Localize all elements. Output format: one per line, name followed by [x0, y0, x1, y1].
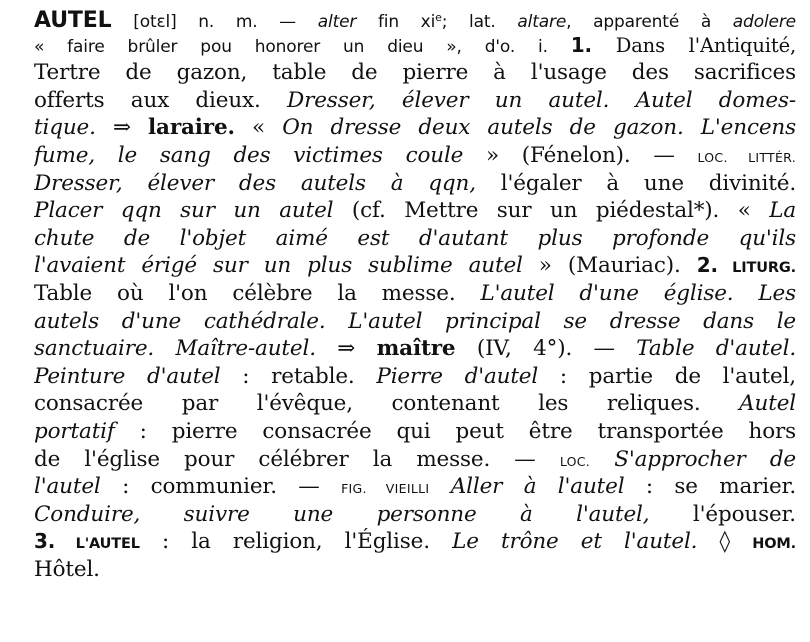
entry-text-segment: chute de l'objet aimé est d'autant plus profonde qu'ils — [34, 225, 796, 251]
entry-text-segment: S'approcher de — [614, 446, 796, 472]
entry-line — [34, 556, 796, 584]
entry-line — [34, 335, 796, 363]
entry-text-segment: Peinture d'autel — [34, 363, 221, 389]
entry-text-segment: On dresse deux autels de gazon. L'encens — [282, 115, 796, 141]
entry-text-segment — [590, 447, 614, 472]
entry-text-segment: Placer qqn sur un autel — [34, 198, 334, 224]
entry-text-segment: « — [234, 115, 283, 141]
entry-text-segment: » (Fénelon). — — [463, 142, 698, 168]
entry-text-segment: maître — [376, 336, 456, 362]
entry-text-segment: : retable. — [220, 363, 377, 389]
entry-line — [34, 197, 796, 225]
entry-text-segment: Dans l'Antiquité, — [591, 33, 796, 57]
entry-text-segment: : communier. — — [100, 474, 342, 500]
entry-text-segment: Conduire, suivre une personne à l'autel, — [34, 501, 650, 527]
entry-line — [34, 87, 796, 115]
entry-text-segment: xi — [420, 12, 436, 32]
entry-text-segment: e — [435, 11, 442, 24]
entry-line — [34, 363, 796, 391]
entry-text-segment: LOC. LITTÉR. — [697, 149, 796, 165]
entry-line — [34, 528, 796, 556]
entry-text-segment: offerts aux dieux. — [34, 87, 288, 113]
entry-text-segment: Table d'autel. — [636, 336, 796, 362]
entry-text-segment: : la religion, l'Église. — [139, 529, 453, 555]
entry-text-segment: portatif — [34, 418, 115, 444]
entry-text-segment: l'avaient érigé sur un plus sublime autel — [34, 253, 523, 279]
entry-text-segment — [429, 474, 450, 499]
entry-text-segment: L'AUTEL — [55, 536, 140, 553]
entry-text-segment: laraire. — [148, 115, 235, 141]
entry-text-segment: [otɛl] n. m. — — [111, 12, 318, 32]
entry-text-segment: ⇒ — [315, 336, 377, 362]
entry-line — [34, 142, 796, 170]
entry-line — [34, 390, 796, 418]
entry-text-segment: Autel — [739, 391, 796, 417]
entry-line — [34, 59, 796, 87]
entry-text-segment: altare — [517, 12, 567, 32]
entry-text-segment: alter — [317, 12, 357, 32]
entry-line — [34, 114, 796, 142]
entry-text-segment: Hôtel. — [34, 556, 100, 582]
entry-text-segment: (cf. Mettre sur un piédestal*). « — [333, 198, 770, 224]
entry-line — [34, 473, 796, 501]
entry-text-segment: : partie de l'autel, — [538, 363, 796, 389]
entry-text-segment: HOM. — [752, 536, 796, 553]
entry-text-segment: (IV, 4°). — — [455, 336, 637, 362]
entry-text-segment: sanctuaire. Maître-autel. — [34, 336, 316, 362]
entry-line — [34, 32, 796, 60]
entry-line — [34, 4, 796, 32]
entry-text-segment: Dresser, élever un autel. Autel domes- — [287, 87, 796, 113]
entry-text-segment: ◊ — [697, 529, 753, 555]
entry-text-segment: fume, le sang des victimes coule — [34, 142, 464, 168]
entry-text-segment: 2. — [696, 253, 718, 278]
entry-text-segment: adolere — [732, 12, 796, 32]
entry-text-segment: Aller à l'autel — [450, 474, 625, 500]
entry-text-segment: Table où l'on célèbre la messe. — [34, 280, 481, 306]
entry-text-segment: LITURG. — [717, 260, 796, 277]
entry-text-segment: « faire brûler pou honorer un dieu », d'o. i. — [34, 36, 571, 57]
entry-text-segment: , apparenté à — [566, 12, 733, 32]
entry-text-segment: fin — [356, 12, 421, 32]
entry-text-segment: 3. — [34, 529, 56, 554]
entry-text-segment: » (Mauriac). — [522, 253, 697, 279]
entry-line — [34, 308, 796, 336]
entry-text-segment: La — [769, 198, 796, 224]
entry-text-segment: 1. — [570, 32, 592, 57]
entry-line — [34, 501, 796, 529]
entry-text-segment: autels d'une cathédrale. L'autel principal se dresse dans le — [34, 308, 796, 334]
entry-text-segment: l'autel — [34, 474, 101, 500]
entry-text-segment: L'autel d'une église. Les — [480, 280, 796, 306]
entry-text-segment: l'épouser. — [649, 501, 796, 527]
entry-line — [34, 418, 796, 446]
entry-text-segment: LOC. — [559, 453, 591, 469]
entry-text — [34, 4, 796, 583]
entry-text-segment: ⇒ — [95, 115, 149, 141]
entry-line — [34, 252, 796, 280]
headword: AUTEL — [34, 8, 112, 32]
entry-line — [34, 280, 796, 308]
entry-line — [34, 170, 796, 198]
entry-text-segment: : se marier. — [624, 474, 796, 500]
entry-line — [34, 225, 796, 253]
entry-text-segment: : pierre consacrée qui peut être transportée hors — [114, 418, 796, 444]
entry-text-segment: tique. — [34, 115, 96, 141]
entry-text-segment: consacrée par l'évêque, contenant les reliques. — [34, 391, 740, 417]
entry-text-segment: Le trône et l'autel. — [452, 529, 698, 555]
entry-line — [34, 446, 796, 474]
entry-text-segment: Pierre d'autel — [376, 363, 539, 389]
entry-text-segment: de l'église pour célébrer la messe. — — [34, 446, 560, 472]
entry-text-segment: l'égaler à une divinité. — [475, 170, 796, 196]
entry-text-segment: FIG. VIEILLI — [341, 481, 430, 497]
entry-text-segment: Tertre de gazon, table de pierre à l'usage des sacrifices — [34, 60, 796, 86]
entry-text-segment: ; lat. — [441, 12, 518, 32]
entry-text-segment: Dresser, élever des autels à qqn, — [34, 170, 476, 196]
